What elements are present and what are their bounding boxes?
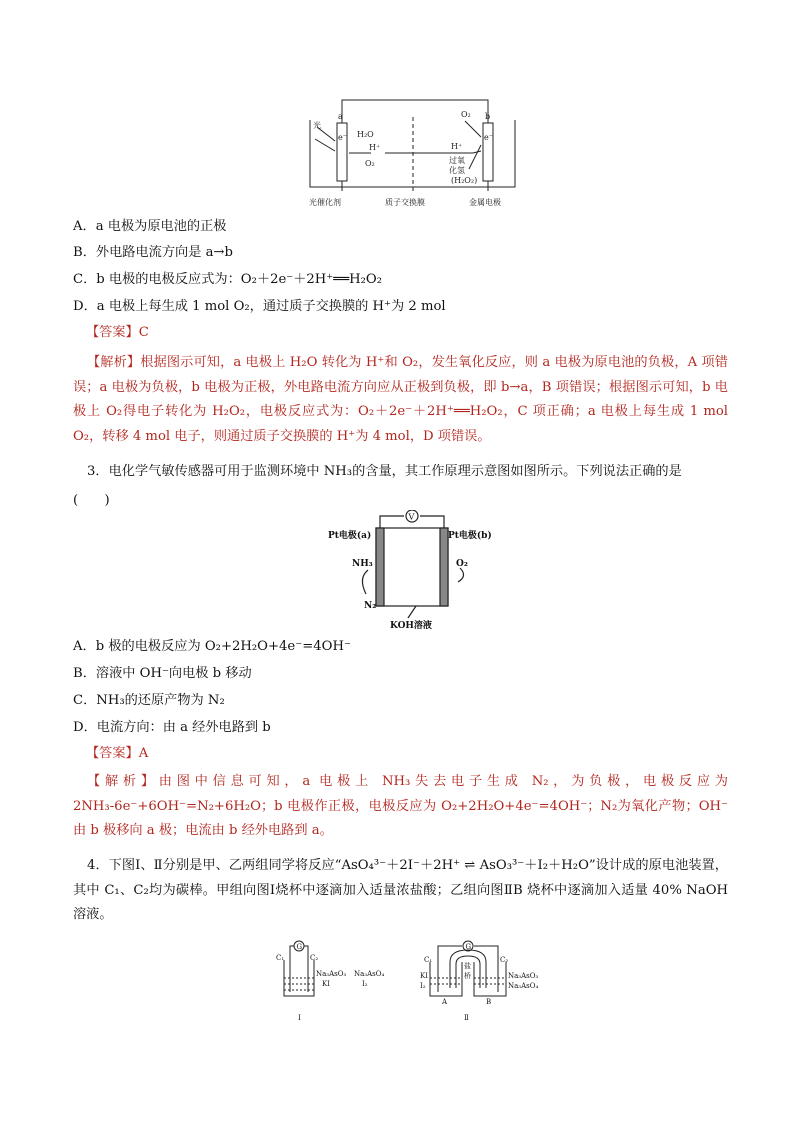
pt-electrode-b-label: Pt电极(b) [448,531,492,541]
pt-electrode-a-label: Pt电极(a) [328,531,372,541]
fig-ii-b: B [486,998,492,1006]
q3-stem: 3．电化学气敏传感器可用于监测环境中 NH₃的含量，其工作原理示意图如图所示。下列说法正确的是 [87,464,682,479]
fig1-h2o: H₂O [357,130,374,139]
figure-gas-sensor [328,510,498,632]
fig-ii-na3aso4: Na₃AsO₄ [508,982,539,990]
fig1-caption-metal: 金属电极 [469,198,501,207]
koh-label: KOH溶液 [390,621,432,631]
fig-i-i2: I₂ [362,980,368,988]
q2-answer: 【答案】C [86,325,149,340]
fig1-e-left: e⁻ [338,133,347,142]
fig1-e-right: e⁻ [484,133,493,142]
q2-option-c: C．b 电极的电极反应式为：O₂＋2e⁻＋2H⁺══H₂O₂ [73,272,383,287]
fig-ii-c2: C₂ [500,956,509,964]
fig1-caption-membrane: 质子交换膜 [385,198,425,207]
fig1-caption-catalyst: 光催化剂 [309,198,341,207]
q3-option-c: C．NH₃的还原产物为 N₂ [73,693,225,708]
fig-ii-galvanometer: G [465,943,472,951]
q2-option-a: A．a 电极为原电池的正极 [73,219,227,234]
fig-ii-a: A [442,998,448,1006]
fig-ii-ki: KI [420,972,428,980]
q2-analysis: 【解析】根据图示可知，a 电极上 H₂O 转化为 H⁺和 O₂，发生氧化反应，则 a 电极为原电池的负极，A 项错误；a 电极为负极，b 电极为正极，外电路电流方向应从正极到负极，即 b→a，B 项错误；根据图示可知，b 电极上 O₂得电子转化为 H₂O₂，电极反应式为：O₂＋2e⁻＋2H⁺══H₂O₂，C 项正确；a 电极上每生成 1 mol O₂，转移 4 mol 电子，则通过质子交换膜的 H⁺为 4 mol，D 项错误。 [73,355,728,444]
figure-cell-i [270,938,390,1026]
voltmeter-label: V [408,512,415,522]
fig-i-c2: C₂ [310,954,319,962]
fig-ii-i2: I₂ [420,982,426,990]
figure-cell-ii [418,938,558,1026]
q3-option-d: D．电流方向：由 a 经外电路到 b [73,720,271,735]
q3-analysis: 【解析】由图中信息可知，a 电极上 NH₃失去电子生成 N₂，为负极，电极反应为 2NH₃-6e⁻+6OH⁻=N₂+6H₂O；b 电极作正极，电极反应为 O₂+2H₂O+4e⁻=4OH⁻；N₂为氧化产物；OH⁻由 b 极移向 a 极；电流由 b 经外电路到 a。 [73,774,728,838]
fig1-huaqing: 化氢 [449,166,465,175]
fig1-a-label: a [338,112,343,121]
q3-bracket: ( ) [73,493,110,508]
figure-photocatalytic-cell [305,95,525,210]
fig-i-galvanometer: G [296,943,303,951]
fig1-b-label: b [485,112,491,121]
fig1-o2-top: O₂ [461,110,471,119]
o2-label: O₂ [456,559,468,569]
fig1-o2-left: O₂ [365,159,375,168]
fig1-light-label: 光 [313,121,321,130]
q3-option-a: A．b 极的电极反应为 O₂+2H₂O+4e⁻=4OH⁻ [73,639,351,654]
q3-option-b: B．溶液中 OH⁻向电极 b 移动 [73,666,252,681]
fig1-hplus-left: H⁺ [369,143,381,152]
fig1-guoyang: 过氧 [449,156,465,165]
fig-i-na3aso4: Na₃AsO₄ [354,970,385,978]
q3-answer: 【答案】A [86,746,149,761]
nh3-label: NH₃ [352,559,373,569]
q2-option-d: D．a 电极上每生成 1 mol O₂，通过质子交换膜的 H⁺为 2 mol [73,299,446,314]
n2-label: N₂ [364,601,377,611]
fig-i-roman: Ⅰ [298,1014,301,1022]
fig-ii-salt-bridge-1: 盐 [464,962,471,970]
fig1-hplus-right: H⁺ [451,142,463,151]
fig-i-ki: KI [322,980,330,988]
fig-ii-salt-bridge-2: 桥 [464,972,471,980]
q2-option-b: B．外电路电流方向是 a→b [73,245,233,260]
fig-ii-na3aso3: Na₃AsO₃ [508,972,539,980]
fig1-h2o2: (H₂O₂) [451,176,478,185]
fig-ii-c1: C₁ [424,956,433,964]
q4-stem: 4．下图Ⅰ、Ⅱ分别是甲、乙两组同学将反应“AsO₄³⁻＋2I⁻＋2H⁺ ⇌ AsO₃³⁻＋I₂＋H₂O”设计成的原电池装置，其中 C₁、C₂均为碳棒。甲组向图Ⅰ烧杯中逐滴加入适量浓盐酸；乙组向图ⅡB 烧杯中逐滴加入适量 40% NaOH 溶液。 [73,858,728,922]
fig-i-c1: C₁ [276,954,285,962]
fig-i-na3aso3: Na₃AsO₃ [316,970,347,978]
fig-ii-roman: Ⅱ [464,1014,469,1022]
